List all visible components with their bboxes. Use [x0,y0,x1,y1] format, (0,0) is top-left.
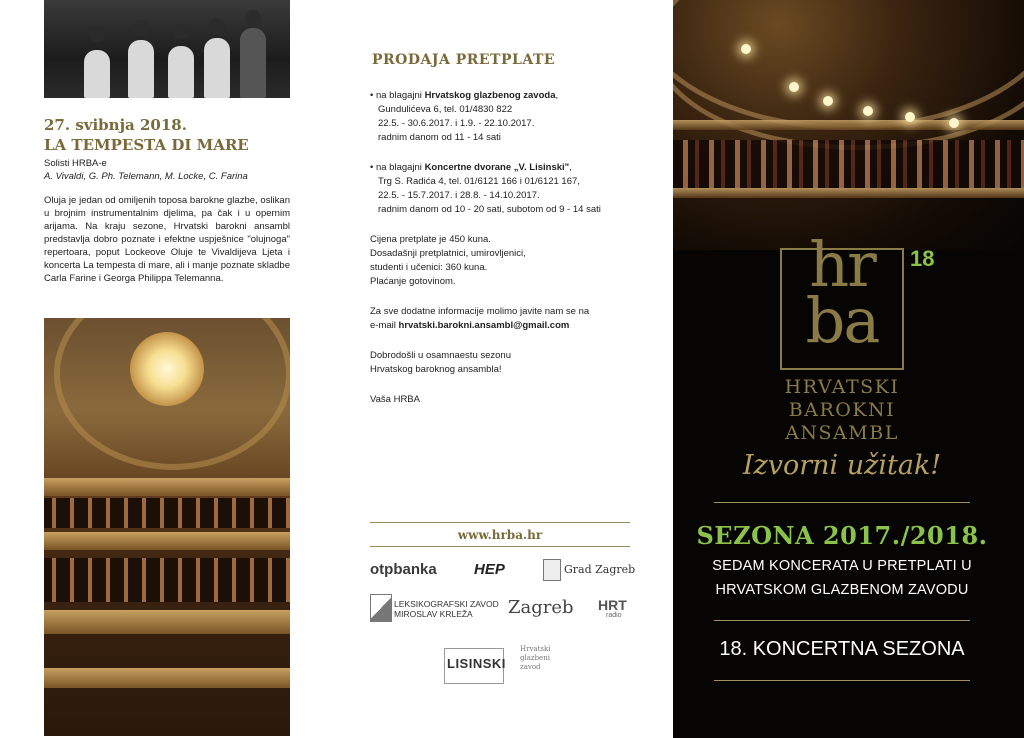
balcony [44,610,290,634]
figure-head [133,20,149,36]
season-subtitle: HRVATSKOM GLAZBENOM ZAVODU [715,582,969,598]
zagreb-logo: Zagreb [508,597,574,618]
season-subtitle: SEDAM KONCERATA U PRETPLATI U [712,558,972,574]
grad-zagreb-crest-icon [543,559,561,581]
figure-head [209,18,225,34]
figure-shape [128,40,154,98]
hrba-logo-ba: ba [805,284,879,357]
season-number: 18 [910,246,935,271]
price-line: Cijena pretplate je 450 kuna. [370,234,491,245]
concert-season: 18. KONCERTNA SEZONA [719,638,965,660]
balcony-tier [673,120,1024,130]
concert-description: Oluja je jedan od omiljenih toposa barokne glazbe, oslikan u brojnim instrumentalnim djelima, pa čak i u opernim arijama. Na kraju sezone, Hrvatski barokni ansambl predstavlja dobro poznate i efektne uspješnice "olujnoga" repertoara, poput Lockeove Oluje te Vivaldijeva Ljeta i koncerta La tempesta di mare, ali i manje poznate skladbe Carla Farine i Georga Philippa Telemanna. [44,195,290,284]
theatre-photo [673,0,1024,250]
lamp [741,44,751,54]
info-line: Za sve dodatne informacije molimo javite nam se na [370,306,590,317]
bullet-text: • na blagajni [370,90,425,101]
lamp [823,96,833,106]
lzmk-line: LEKSIKOGRAFSKI ZAVOD [394,599,499,609]
divider [370,522,630,523]
hrba-logo-hr: hr [809,228,875,301]
bullet-text: • na blagajni [370,162,425,173]
otpbanka-logo: otpbanka [370,561,437,578]
grad-zagreb-logo: Grad Zagreb [564,563,636,576]
composers: A. Vivaldi, G. Ph. Telemann, M. Locke, C. Farina [44,171,248,182]
price-line: Dosadašnji pretplatnici, umirovljenici, [370,248,526,259]
slogan: Izvorni užitak! [742,450,942,481]
left-panel [0,0,340,738]
location-2-line [370,161,572,175]
location-1-name: Hrvatskog glazbenog zavoda [424,90,556,101]
figure-shape [204,38,230,98]
subscription-heading: PRODAJA PRETPLATE [372,52,556,68]
concert-title: LA TEMPESTA DI MARE [44,136,249,154]
ensemble-name-line: HRVATSKI [784,376,900,398]
lzmk-icon [370,594,392,622]
ensemble-name-line: ANSAMBL [785,422,899,444]
lamp [789,82,799,92]
balcony [44,668,290,688]
divider [714,502,970,503]
figure-shape [84,50,110,98]
balcony-tier [673,188,1024,198]
lamp [863,106,873,116]
right-panel [673,0,1024,738]
welcome-line: Hrvatskog baroknog ansambla! [370,364,502,375]
orchestra [673,140,1024,188]
hep-logo: HEP [474,561,505,578]
price-line: studenti i učenici: 360 kuna. [370,262,488,273]
lamp [905,112,915,122]
lamp [949,118,959,128]
location-1-dates: 22.5. - 30.6.2017. i 1.9. - 22.10.2017. [378,118,535,129]
figure-shape [168,46,194,98]
hrt-radio-label: radio [606,612,622,619]
punct: , [569,162,572,173]
musicians [44,558,290,602]
email-line [370,319,569,333]
concert-hall-photo [44,318,290,736]
balcony [44,478,290,496]
location-1-address: Gundulićeva 6, tel. 01/4830 822 [378,104,513,115]
location-1-hours: radnim danom od 11 - 14 sati [378,132,501,143]
location-2-dates: 22.5. - 15.7.2017. i 28.8. - 14.10.2017. [378,190,540,201]
location-2-name: Koncertne dvorane „V. Lisinski" [424,162,570,173]
lzmk-logo [394,599,499,619]
punct: , [555,90,559,101]
divider [714,620,970,621]
divider [370,546,630,547]
price-line: Plaćanje gotovinom. [370,276,456,287]
balcony [44,532,290,550]
figure-shape [240,28,266,98]
chandelier [130,332,204,406]
signature: Vaša HRBA [370,394,420,405]
welcome-line: Dobrodošli u osamnaestu sezonu [370,350,512,361]
website-link[interactable]: www.hrba.hr [457,528,543,542]
ensemble-photo [44,0,290,98]
ensemble-name-line: BAROKNI [788,399,896,421]
figure-head [173,24,189,40]
audience [44,498,290,528]
figure-head [89,26,105,42]
lzmk-line: MIROSLAV KRLEŽA [394,609,473,619]
email-prefix: e-mail [370,320,399,331]
divider [714,680,970,681]
location-2-address: Trg S. Radića 4, tel. 01/6121 166 i 01/6121 167, [378,176,580,187]
concert-date: 27. svibnja 2018. [44,116,187,134]
season-title: SEZONA 2017./2018. [696,521,988,550]
soloists: Solisti HRBA-e [44,158,107,169]
location-2-hours: radnim danom od 10 - 20 sati, subotom od 9 - 14 sati [378,204,601,215]
lisinski-logo: LISINSKI [447,656,506,671]
middle-panel [340,0,673,738]
email-link[interactable]: hrvatski.barokni.ansambl@gmail.com [398,320,570,331]
figure-head [245,10,261,26]
hrt-logo: HRT [598,597,627,613]
location-1-line [370,89,558,103]
hgz-logo: Hrvatski glazbeni zavod [520,645,551,671]
